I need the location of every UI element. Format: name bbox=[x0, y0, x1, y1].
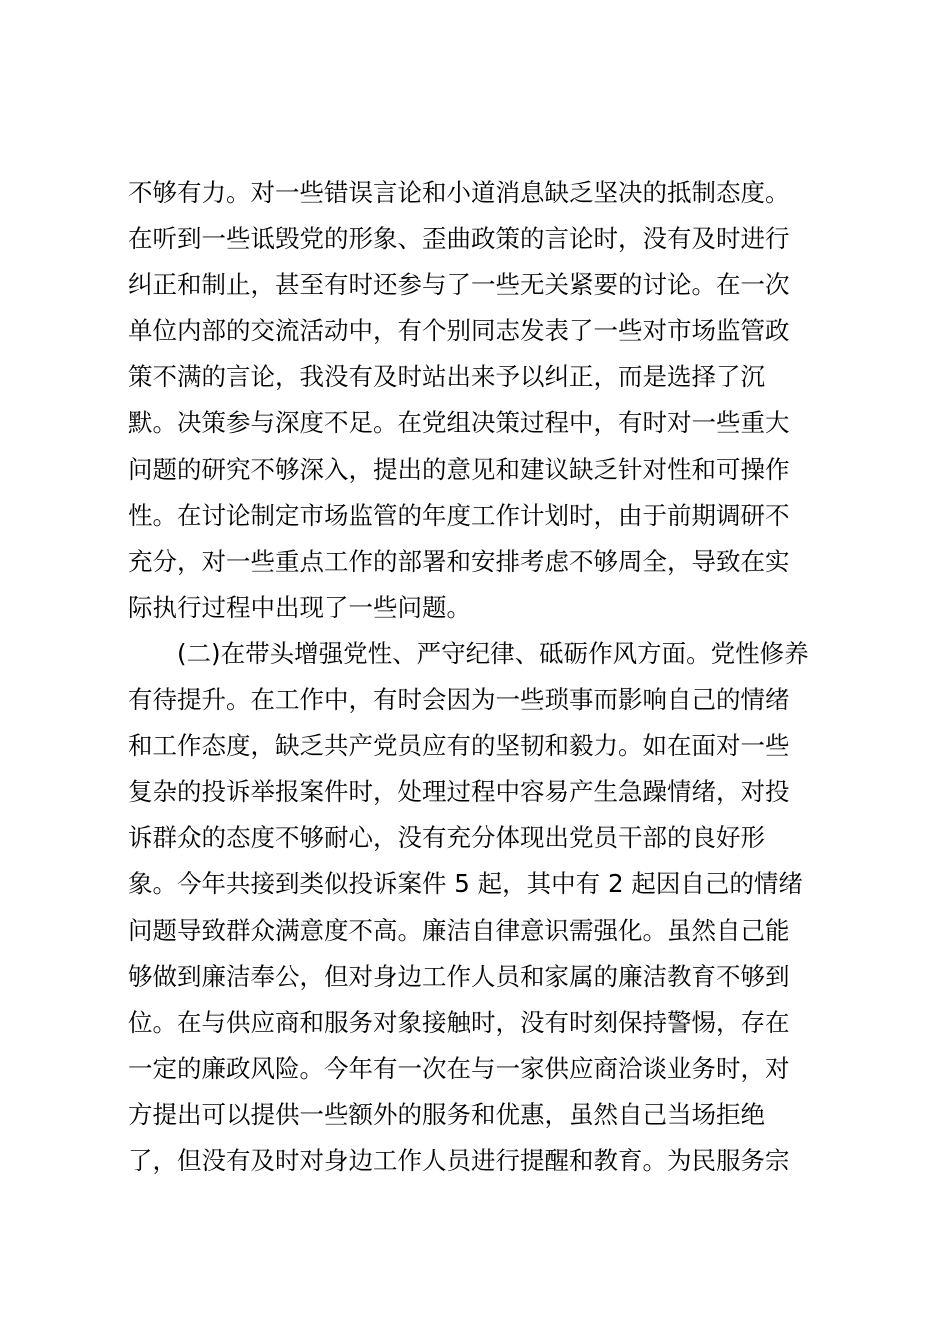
text-line: 在听到一些诋毁党的形象、歪曲政策的言论时，没有及时进行 bbox=[128, 224, 790, 254]
text-line: 单位内部的交流活动中，有个别同志发表了一些对市场监管政 bbox=[128, 316, 790, 346]
text-line: 和工作态度，缺乏共产党员应有的坚韧和毅力。如在面对一些 bbox=[128, 731, 790, 761]
text-line: 一定的廉政风险。今年有一次在与一家供应商洽谈业务时，对 bbox=[128, 1053, 790, 1083]
text-line: 问题的研究不够深入，提出的意见和建议缺乏针对性和可操作 bbox=[128, 454, 790, 484]
text-line: 了，但没有及时对身边工作人员进行提醒和教育。为民服务宗 bbox=[128, 1145, 790, 1175]
text-line: 默。决策参与深度不足。在党组决策过程中，有时对一些重大 bbox=[128, 408, 790, 438]
text-line: 策不满的言论，我没有及时站出来予以纠正，而是选择了沉 bbox=[128, 362, 765, 392]
text-line: 复杂的投诉举报案件时，处理过程中容易产生急躁情绪，对投 bbox=[128, 777, 790, 807]
text-line: 方提出可以提供一些额外的服务和优惠，虽然自己当场拒绝 bbox=[128, 1099, 765, 1129]
text-line: 够做到廉洁奉公，但对身边工作人员和家属的廉洁教育不够到 bbox=[128, 961, 790, 991]
text-line: 象。今年共接到类似投诉案件 5 起，其中有 2 起因自己的情绪 bbox=[128, 869, 803, 899]
text-line: 不够有力。对一些错误言论和小道消息缺乏坚决的抵制态度。 bbox=[128, 178, 790, 207]
text-line: 问题导致群众满意度不高。廉洁自律意识需强化。虽然自己能 bbox=[128, 915, 790, 945]
text-line: 际执行过程中出现了一些问题。 bbox=[128, 592, 471, 622]
text-line: 纠正和制止，甚至有时还参与了一些无关紧要的讨论。在一次 bbox=[128, 270, 790, 300]
text-line: 诉群众的态度不够耐心，没有充分体现出党员干部的良好形 bbox=[128, 823, 765, 853]
text-line: 性。在讨论制定市场监管的年度工作计划时，由于前期调研不 bbox=[128, 500, 790, 530]
text-line: 位。在与供应商和服务对象接触时，没有时刻保持警惕，存在 bbox=[128, 1007, 790, 1037]
body-text bbox=[128, 170, 828, 1184]
section-heading-line: (二)在带头增强党性、严守纪律、砥砺作风方面。党性修养 bbox=[177, 638, 809, 668]
text-line: 有待提升。在工作中，有时会因为一些琐事而影响自己的情绪 bbox=[128, 685, 790, 715]
text-line: 充分，对一些重点工作的部署和安排考虑不够周全，导致在实 bbox=[128, 546, 790, 576]
